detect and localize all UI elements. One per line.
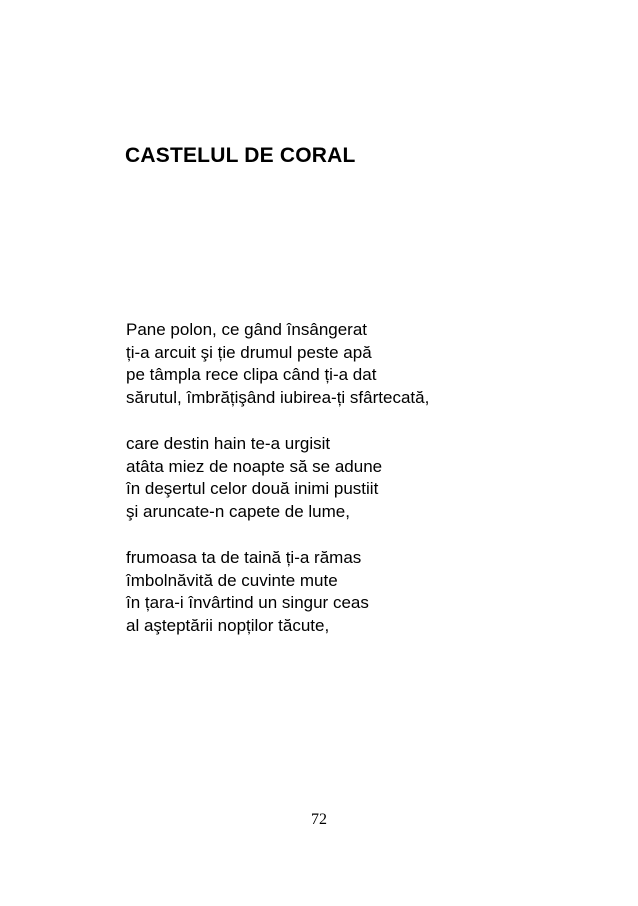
verse-line: ți-a arcuit şi ție drumul peste apă [126,342,372,362]
verse-line: frumoasa ta de taină ți-a rămas [126,548,362,567]
verse-line: îmbolnăvită de cuvinte mute [126,570,338,590]
verse-line: pe tâmpla rece clipa când ți-a dat [126,365,377,384]
stanza [126,547,546,637]
verse-line: atâta miez de noapte să se adune [126,456,383,476]
page-number: 72 [311,811,327,828]
stanza [126,319,546,409]
verse-line: în țara-i învârtind un singur ceas [126,593,369,612]
stanza [126,433,546,523]
verse-line: în deşertul celor două inimi pustiit [126,479,379,498]
verse-line: Pane polon, ce gând însângerat [126,320,368,339]
verse-line: care destin hain te-a urgisit [126,434,331,453]
poem-title: CASTELUL DE CORAL [125,144,356,167]
poem-body [126,319,546,661]
verse-line: sărutul, îmbrățişând iubirea-ți sfârtecată, [126,387,430,407]
verse-line: al aşteptării nopților tăcute, [126,615,330,635]
verse-line: şi aruncate-n capete de lume, [126,501,350,521]
